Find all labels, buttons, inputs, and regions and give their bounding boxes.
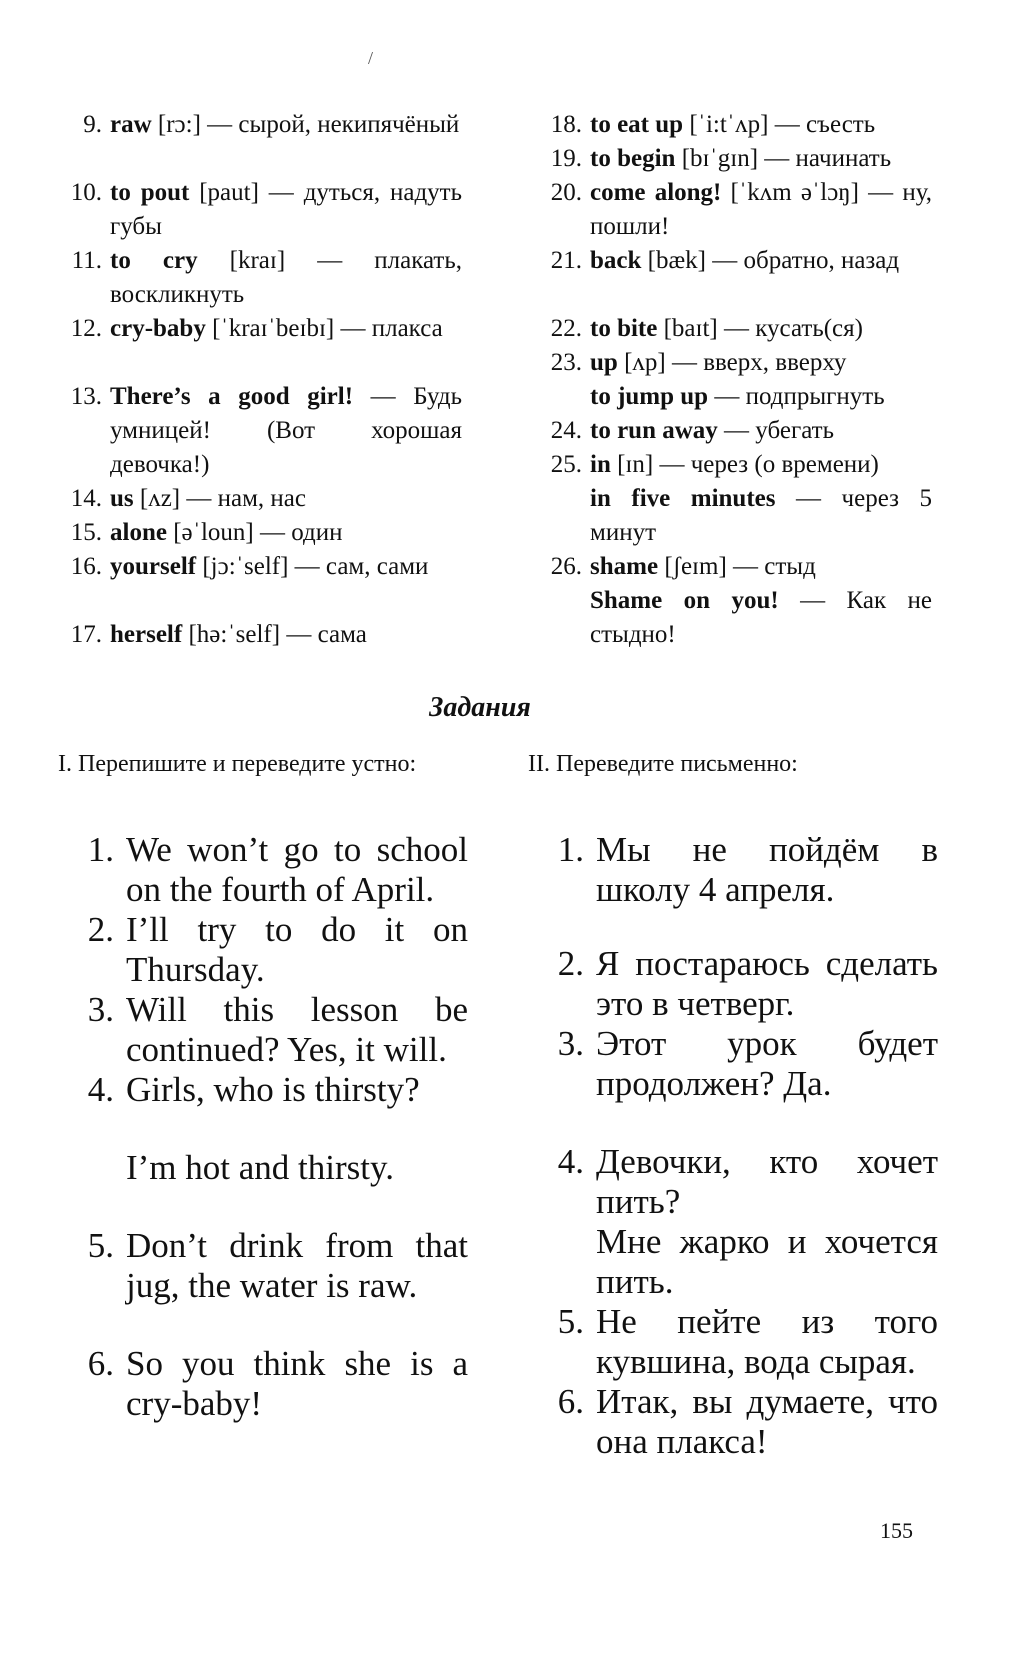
sentence-text: Итак, вы думаете, что она плакса! [596, 1382, 938, 1461]
vocab-number: 25. [550, 451, 582, 478]
vocab-subdefinition: — Как не стыдно! [590, 587, 932, 648]
vocab-term: herself [110, 621, 183, 648]
sentence [528, 1024, 938, 1104]
vocab-definition: [jɔ:ˈself] — сам, сами [196, 553, 429, 580]
vocab-entry [52, 108, 462, 176]
vocab-term: to cry [110, 247, 198, 274]
sentence-text: Не пейте из того кувшина, вода сырая. [596, 1302, 938, 1381]
exercise-two-heading: II. Переведите письменно: [528, 751, 798, 777]
vocab-definition: [kraɪ] — плакать, воскликнуть [110, 247, 462, 308]
vocab-number: 16. [70, 553, 102, 580]
sentence [58, 990, 468, 1070]
vocab-subdefinition: — подпрыгнуть [708, 383, 885, 410]
vocab-entry [532, 414, 932, 448]
vocab-number: 24. [550, 417, 582, 444]
exercise-one [58, 748, 468, 1462]
sentence-number: 6. [557, 1382, 584, 1421]
vocab-entry [52, 482, 462, 516]
vocab-definition: [əˈloun] — один [166, 519, 343, 546]
sentence-text: Этот урок будет продолжен? Да. [596, 1024, 938, 1103]
vocab-number: 17. [70, 621, 102, 648]
exercise-one-heading: I. Перепишите и переведите устно: [58, 751, 417, 777]
sentence-number: 4. [87, 1070, 114, 1109]
vocab-number: 13. [70, 383, 102, 410]
vocab-entry [52, 550, 462, 618]
vocab-definition: — убегать [717, 417, 834, 444]
vocab-definition: [ʌz] — нам, нас [133, 485, 307, 512]
vocab-entry [52, 380, 462, 482]
sentence [58, 1226, 468, 1306]
page-number: 155 [880, 1518, 913, 1543]
sentence [528, 830, 938, 910]
vocab-definition: [bæk] — обратно, назад [641, 247, 900, 274]
vocab-term: to run away [590, 417, 718, 444]
sentence [528, 1142, 938, 1302]
vocab-number: 21. [550, 247, 582, 274]
vocab-subdefinition: — через 5 минут [590, 485, 932, 546]
sentence-text: So you think she is a cry-baby! [126, 1344, 468, 1423]
vocab-entry [532, 142, 932, 176]
sentence [528, 944, 938, 1024]
vocab-definition: [hə:ˈself] — сама [182, 621, 367, 648]
sentence-number: 2. [557, 944, 584, 983]
vocabulary-list [52, 108, 932, 652]
vocab-entry [52, 312, 462, 380]
vocab-definition: [paut] — дуться, надуть губы [110, 179, 462, 240]
vocab-subterm: to jump up [590, 383, 709, 410]
tasks-heading: Задания [429, 692, 531, 723]
vocab-number: 10. [70, 179, 102, 206]
vocab-term: alone [110, 519, 167, 546]
vocab-term: cry-baby [110, 315, 206, 342]
vocab-term: back [590, 247, 642, 274]
vocab-entry [52, 176, 462, 244]
vocabulary-column-right [532, 108, 932, 652]
vocab-definition: [ˈi:tˈʌp] — съесть [683, 111, 876, 138]
vocab-number: 26. [550, 553, 582, 580]
vocab-entry [52, 244, 462, 312]
vocab-term: yourself [110, 553, 197, 580]
sentence-number: 2. [87, 910, 114, 949]
sentence-number: 4. [557, 1142, 584, 1181]
sentence-number: 3. [557, 1024, 584, 1063]
vocab-term: to eat up [590, 111, 684, 138]
sentence-text: Will this lesson be continued? Yes, it will. [126, 990, 468, 1069]
vocab-term: raw [110, 111, 152, 138]
vocab-entry [532, 346, 932, 414]
vocabulary-column-left [52, 108, 462, 652]
sentence [528, 1302, 938, 1382]
vocab-definition: [bɪˈgɪn] — начинать [675, 145, 892, 172]
exercises [58, 748, 938, 1462]
sentence-number: 3. [87, 990, 114, 1029]
vocab-entry [532, 244, 932, 312]
sentence [58, 1070, 468, 1188]
vocab-term: up [590, 349, 618, 376]
vocab-number: 19. [550, 145, 582, 172]
vocab-entry [532, 312, 932, 346]
sentence-text: Girls, who is thirsty? [126, 1070, 420, 1109]
vocab-number: 20. [550, 179, 582, 206]
vocab-number: 15. [70, 519, 102, 546]
sentence-number: 6. [87, 1344, 114, 1383]
vocab-definition: [ɪn] — через (о времени) [610, 451, 879, 478]
vocab-definition: — Будь умницей! (Вот хорошая девочка!) [110, 383, 462, 478]
vocab-number: 14. [70, 485, 102, 512]
sentence-text-second: I’m hot and thirsty. [126, 1148, 394, 1187]
vocab-term: shame [590, 553, 659, 580]
sentence-number: 5. [87, 1226, 114, 1265]
vocab-number: 12. [70, 315, 102, 342]
sentence-number: 1. [87, 830, 114, 869]
sentence [58, 910, 468, 990]
sentence-text: Девочки, кто хочет пить? [596, 1142, 938, 1221]
vocab-term: to begin [590, 145, 676, 172]
vocab-term: us [110, 485, 134, 512]
vocab-number: 11. [71, 247, 102, 274]
vocab-definition: [ʃeɪm] — стыд [658, 553, 816, 580]
vocab-definition: [ˈkraɪˈbeɪbɪ] — плакса [205, 315, 443, 342]
exercise-two [528, 748, 938, 1462]
vocab-number: 22. [550, 315, 582, 342]
vocab-definition: [rɔ:] — сырой, некипячёный [151, 111, 460, 138]
sentence-text: We won’t go to school on the fourth of April. [126, 830, 468, 909]
sentence-text: Don’t drink from that jug, the water is raw. [126, 1226, 468, 1305]
vocab-subterm: Shame on you! [590, 587, 779, 614]
sentence-text: Я постараюсь сделать это в четверг. [596, 944, 938, 1023]
vocab-entry [532, 550, 932, 652]
vocab-term: to bite [590, 315, 658, 342]
vocab-definition: [ˈkʌm əˈlɔŋ] — ну, пошли! [590, 179, 932, 240]
vocab-entry [52, 516, 462, 550]
vocab-term: There’s a good girl! [110, 383, 354, 410]
vocab-definition: [ʌp] — вверх, вверху [617, 349, 847, 376]
vocab-definition: [baɪt] — кусать(ся) [657, 315, 863, 342]
vocab-term: come along! [590, 179, 722, 206]
sentence-text-second: Мне жарко и хочется пить. [596, 1222, 938, 1301]
sentence [58, 830, 468, 910]
sentence-number: 1. [557, 830, 584, 869]
vocab-number: 18. [550, 111, 582, 138]
sentence-number: 5. [557, 1302, 584, 1341]
vocab-term: in [590, 451, 611, 478]
sentence [58, 1344, 468, 1424]
vocab-number: 9. [83, 111, 102, 138]
sentence-text: Мы не пойдём в школу 4 апреля. [596, 830, 938, 909]
vocab-term: to pout [110, 179, 190, 206]
scan-mark: / [368, 48, 374, 68]
sentence-text: I’ll try to do it on Thursday. [126, 910, 468, 989]
sentence [528, 1382, 938, 1462]
vocab-number: 23. [550, 349, 582, 376]
vocab-entry [52, 618, 462, 652]
vocab-entry [532, 176, 932, 244]
vocab-subterm: in five minutes [590, 485, 776, 512]
vocab-entry [532, 448, 932, 550]
vocab-entry [532, 108, 932, 142]
